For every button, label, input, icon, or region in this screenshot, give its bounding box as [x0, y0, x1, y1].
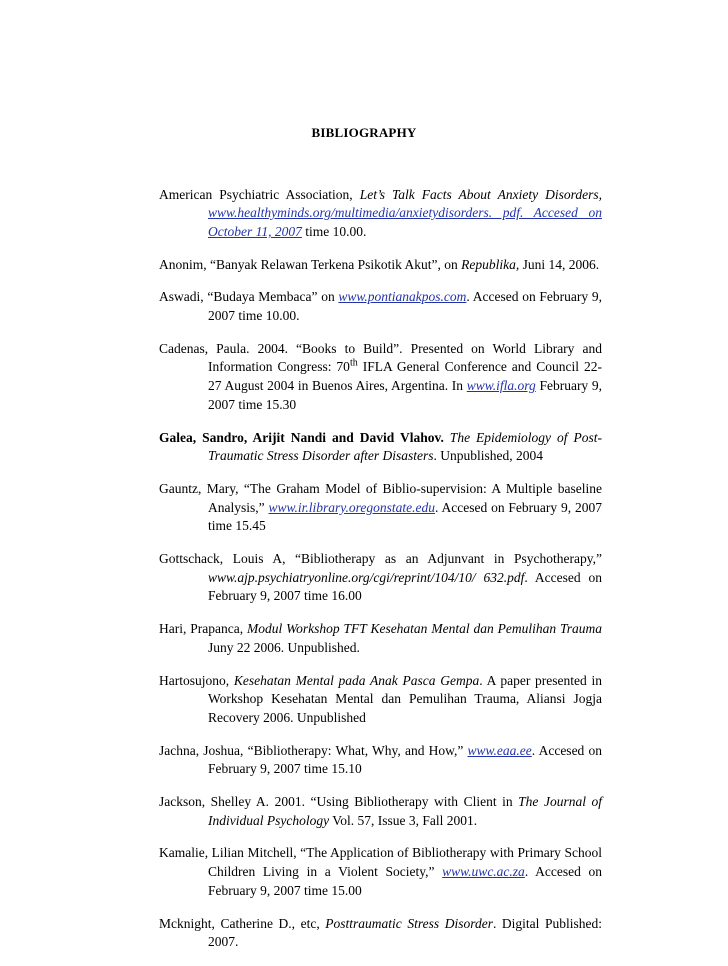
bibliography-entry: [159, 793, 602, 830]
bibliography-list: [159, 172, 602, 966]
entry-tail: . Accesed on February 9, 2007 time 15.10: [208, 742, 602, 777]
entry-tail: Vol. 57, Issue 3, Fall 2001.: [329, 812, 478, 828]
entry-author: Gottschack, Louis A, “Bibliotherapy as an Adjunvant in Psychotherapy,”: [159, 551, 602, 567]
entry-work-title: The Journal of Individual Psychology: [208, 794, 602, 828]
entry-author: Hari, Prapanca,: [159, 621, 247, 637]
bibliography-entry: [159, 550, 602, 606]
entry-author: American Psychiatric Association,: [159, 186, 360, 202]
entry-tail: . Accesed on February 9, 2007 time 16.00: [208, 569, 602, 604]
entry-link[interactable]: www.eaa.ee: [467, 742, 532, 758]
entry-tail: . Unpublished, 2004: [433, 448, 544, 464]
entry-author: Hartosujono,: [159, 672, 234, 688]
entry-author: Aswadi, “Budaya Membaca” on: [159, 289, 339, 305]
entry-tail: . Digital Published: 2007.: [208, 915, 602, 950]
entry-author: Cadenas, Paula. 2004. “Books to Build”. Presented on World Library and Information Congress: 70: [159, 340, 602, 375]
entry-link[interactable]: www.healthyminds.org/multimedia/anxietydisorders. pdf. Accesed on October 11, 2007: [208, 205, 602, 239]
entry-author: Kamalie, Lilian Mitchell, “The Application of Bibliotherapy with Primary School Children Living in a Violent Society,”: [159, 845, 602, 880]
page-title: BIBLIOGRAPHY: [311, 125, 417, 140]
entry-tail: Juni 14, 2006.: [519, 256, 600, 272]
bibliography-entry: [159, 915, 602, 952]
entry-work-title: Posttraumatic Stress Disorder: [325, 915, 493, 931]
bibliography-entry: [159, 480, 602, 536]
bibliography-entry: [159, 186, 602, 242]
entry-work-title: Let’s Talk Facts About Anxiety Disorders,: [359, 186, 602, 202]
bibliography-entry: [159, 288, 602, 325]
entry-work-title: Kesehatan Mental pada Anak Pasca Gempa: [233, 672, 480, 688]
entry-tail: time 10.00.: [301, 223, 367, 239]
bibliography-entry: [159, 340, 602, 415]
entry-link[interactable]: www.uwc.ac.za: [442, 864, 525, 880]
entry-link[interactable]: www.pontianakpos.com: [338, 289, 467, 305]
entry-work-title: Modul Workshop TFT Kesehatan Mental dan Pemulihan Trauma: [247, 621, 602, 637]
entry-author: Gauntz, Mary, “The Graham Model of Biblio-supervision: A Multiple baseline Analysis,”: [159, 480, 602, 515]
entry-tail: . Accesed on February 9, 2007 time 10.00.: [208, 289, 602, 324]
entry-middle: IFLA General Conference and Council 22-27 August 2004 in Buenos Aires, Argentina. In: [208, 359, 602, 394]
entry-work-title: Republika,: [461, 256, 520, 272]
bibliography-entry: [159, 620, 602, 657]
bibliography-entry: [159, 742, 602, 779]
entry-work-title: The Epidemiology of Post-Traumatic Stress Disorder after Disasters: [208, 429, 602, 464]
entry-author: Jachna, Joshua, “Bibliotherapy: What, Why, and How,”: [159, 742, 468, 758]
entry-tail: February 9, 2007 time 15.30: [208, 378, 602, 412]
entry-author: Mcknight, Catherine D., etc,: [159, 915, 326, 931]
entry-author: Jackson, Shelley A. 2001. “Using Bibliotherapy with Client in: [159, 794, 519, 810]
entry-tail: . Accesed on February 9, 2007 time 15.00: [208, 864, 602, 898]
entry-link[interactable]: www.ajp.psychiatryonline.org/cgi/reprint/104/10/ 632.pdf: [208, 569, 525, 585]
entry-author: Anonim, “Banyak Relawan Terkena Psikotik Akut”, on: [159, 256, 462, 272]
bibliography-entry: [159, 429, 602, 466]
entry-tail: Juny 22 2006. Unpublished.: [208, 639, 360, 655]
bibliography-entry: [159, 256, 602, 275]
ordinal-suffix: th: [349, 357, 358, 369]
entry-author: Galea, Sandro, Arijit Nandi and David Vlahov.: [159, 429, 444, 445]
bibliography-entry: [159, 844, 602, 900]
entry-link[interactable]: www.ifla.org: [466, 378, 536, 394]
bibliography-entry: [159, 672, 602, 728]
entry-tail: . Accesed on February 9, 2007 time 15.45: [208, 499, 602, 534]
entry-tail: . A paper presented in Workshop Kesehatan Mental dan Pemulihan Trauma, Aliansi Jogja Recovery 2006. Unpublished: [208, 672, 602, 725]
entry-link[interactable]: www.ir.library.oregonstate.edu: [268, 499, 435, 515]
